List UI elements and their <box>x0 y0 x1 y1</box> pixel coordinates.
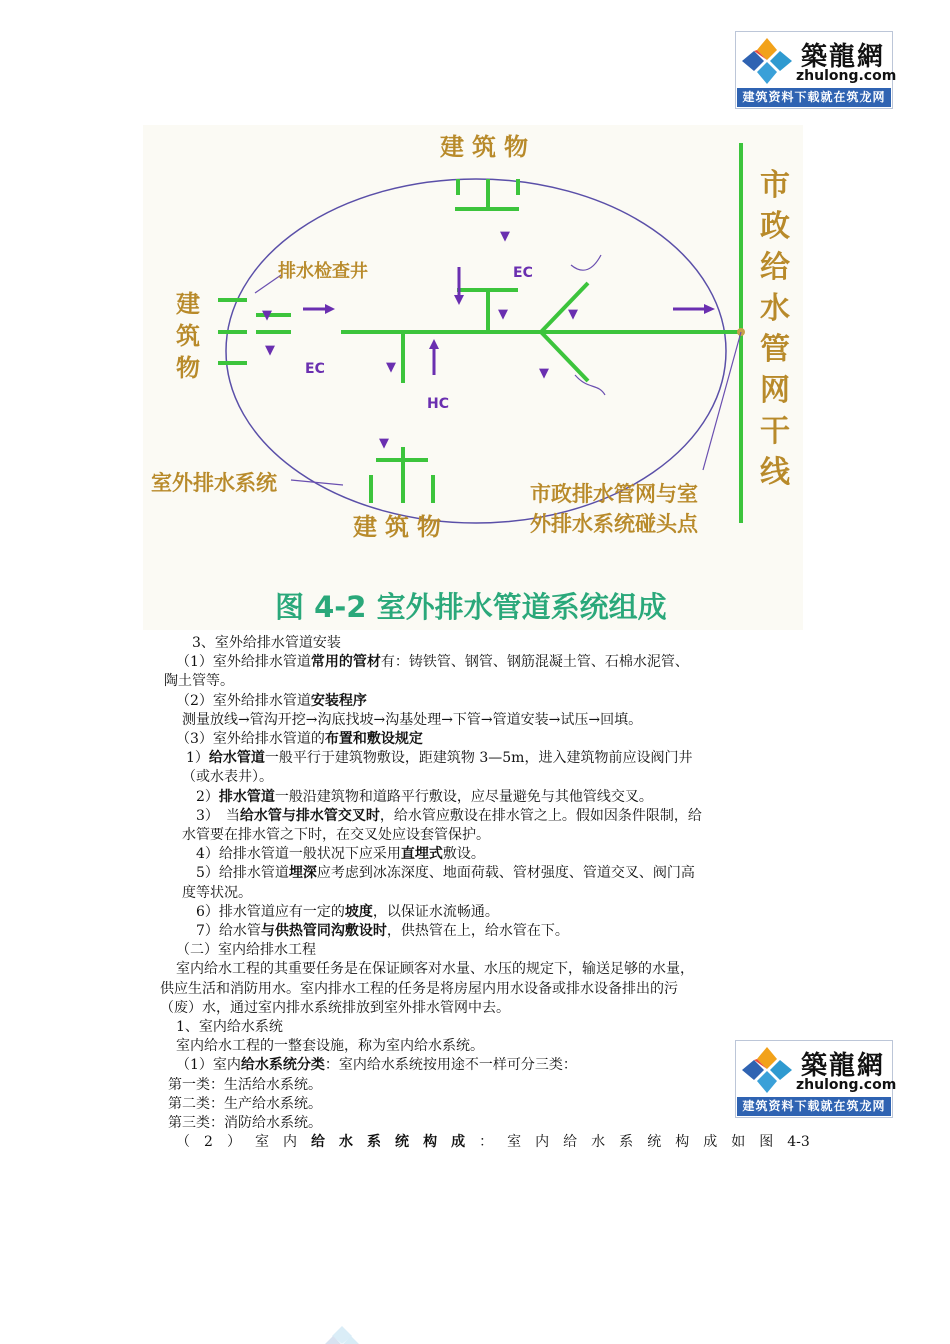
text-span: 有：铸铁管、钢管、钢筋混凝土管、石棉水泥管、 <box>380 654 689 671</box>
text-line: （二）室内给排水工程 <box>176 942 316 959</box>
paragraph-line <box>160 884 810 903</box>
vertical-label-char: 水 <box>760 291 790 326</box>
spread-char: （ <box>176 1134 190 1151</box>
zhulong-mark-icon <box>740 36 794 86</box>
text-span: 室内给水工程的其重要任务是在保证顾客对水量、水压的规定下，输送足够的水量， <box>176 961 694 978</box>
vertical-label-char: 干 <box>760 414 790 449</box>
bold-term: 埋深 <box>288 865 317 882</box>
label-municipal-vertical <box>760 168 791 490</box>
text-span: ，给水管应敷设在排水管之上。假如因条件限制，给 <box>379 807 702 824</box>
paragraph-line <box>160 1056 810 1075</box>
paragraph-line <box>160 826 810 845</box>
text-span: （1）室外给排水管道 <box>176 654 311 671</box>
paragraph-line <box>160 903 810 922</box>
paragraph-line <box>160 653 810 672</box>
drainage-diagram <box>143 125 803 630</box>
text-span: 第二类：生产给水系统。 <box>168 1095 322 1112</box>
text-span: 第一类：生活给水系统。 <box>168 1076 322 1093</box>
text-span: 度等状况。 <box>182 884 252 901</box>
label-junction-2: 外排水系统碰头点 <box>530 512 698 536</box>
logo-slogan: 建筑资料下载就在筑龙网 <box>737 1097 891 1116</box>
label-building-left <box>176 290 200 382</box>
text-span: 供应生活和消防用水。室内排水工程的任务是将房屋内用水设备或排水设备排出的污 <box>160 980 678 997</box>
list-item <box>160 1095 810 1114</box>
spread-char: 构 <box>423 1134 438 1151</box>
spread-char: 4-3 <box>787 1134 810 1151</box>
label-building-top: 建筑物 <box>440 133 536 161</box>
text-span: （3）室外给排水管道的 <box>176 731 325 748</box>
paragraph-line <box>160 864 810 883</box>
text-span: 水管要在排水管之下时，在交叉处应设套管保护。 <box>182 827 490 844</box>
text-span: 应考虑到冰冻深度、地面荷载、管材强度、管道交叉、阀门高 <box>316 865 695 882</box>
text-span: 第三类：消防给水系统。 <box>168 1115 322 1132</box>
logo-brand-en: zhulong.com <box>796 68 897 84</box>
text-span: 2） <box>196 788 219 805</box>
bold-term: 安装程序 <box>310 692 367 709</box>
text-span: （或水表井）。 <box>182 769 273 786</box>
spread-char: 给 <box>311 1134 325 1151</box>
vertical-label-char: 物 <box>176 354 200 382</box>
label-inspection-well: 排水检查井 <box>278 261 368 282</box>
text-span: （2）室外给排水管道 <box>176 692 311 709</box>
spread-char: 室 <box>507 1134 522 1151</box>
bold-term: 与供热管同沟敷设时 <box>260 923 387 940</box>
vertical-label-char: 给 <box>760 250 790 285</box>
list-item <box>160 1114 810 1133</box>
label-building-bottom: 建筑物 <box>353 513 449 541</box>
label-ec-1: EC <box>513 265 533 281</box>
justified-line <box>160 1133 810 1152</box>
spread-char: 系 <box>367 1134 382 1151</box>
zhulong-mark-icon <box>740 1045 794 1095</box>
text-span: 室内给水工程的一整套设施，称为室内给水系统。 <box>176 1038 484 1055</box>
paragraph-line <box>160 730 810 749</box>
paragraph-line <box>160 845 810 864</box>
text-line: 1、室内给水系统 <box>176 1019 283 1036</box>
text-span: ，供热管在上，给水管在下。 <box>386 923 569 940</box>
text-span: 敷设。 <box>442 846 485 863</box>
svg-text:▼: ▼ <box>386 360 396 375</box>
svg-text:▼: ▼ <box>539 366 549 381</box>
svg-text:▼: ▼ <box>500 229 510 244</box>
zhulong-logo-bottom <box>735 1040 897 1118</box>
text-span: 测量放线→管沟开挖→沟底找坡→沟基处理→下管→管道安装→试压→回填。 <box>182 711 643 728</box>
bold-term: 给水管与排水管交叉时 <box>239 807 380 824</box>
paragraph-line <box>160 692 810 711</box>
label-outdoor-system: 室外排水系统 <box>151 471 277 495</box>
spread-char: 统 <box>647 1134 662 1151</box>
bold-term: 布置和敷设规定 <box>324 731 423 748</box>
bold-term: 常用的管材 <box>310 654 381 671</box>
section-heading <box>160 634 810 653</box>
bold-term: 直埋式 <box>400 846 443 863</box>
text-span: 1） <box>186 750 209 767</box>
spread-char: 构 <box>675 1134 690 1151</box>
spread-char: 内 <box>282 1134 297 1151</box>
text-span: ：室内给水系统按用途不一样可分三类： <box>324 1057 577 1074</box>
vertical-label-char: 市 <box>760 168 790 203</box>
bold-term: 给水系统分类 <box>240 1057 325 1074</box>
paragraph-line <box>160 922 810 941</box>
spread-char: ） <box>226 1134 241 1151</box>
svg-text:▼: ▼ <box>262 308 272 323</box>
spread-char: ： <box>479 1134 494 1151</box>
paragraph-line <box>160 672 810 691</box>
spread-char: 系 <box>619 1134 634 1151</box>
spread-char: 水 <box>591 1134 606 1151</box>
spread-char: 如 <box>731 1134 746 1151</box>
flow-arrows <box>303 267 715 375</box>
text-span: （1）室内 <box>176 1057 241 1074</box>
label-ec-2: EC <box>305 361 325 377</box>
zhulong-logo-top <box>735 31 897 109</box>
vertical-label-char: 政 <box>760 209 790 244</box>
label-hc: HC <box>427 396 449 412</box>
bold-term: 给水管道 <box>208 750 265 767</box>
bold-term: 坡度 <box>344 903 373 920</box>
system-boundary-ellipse <box>226 179 726 523</box>
spread-char: 成 <box>451 1134 466 1151</box>
logo-slogan: 建筑资料下载就在筑龙网 <box>737 88 891 107</box>
svg-text:▼: ▼ <box>568 307 578 322</box>
spread-char: 水 <box>339 1134 354 1151</box>
text-span: 7）给水管 <box>196 923 261 940</box>
spread-char: 室 <box>254 1134 269 1151</box>
bold-term: 排水管道 <box>218 788 275 805</box>
text-span: 一般沿建筑物和道路平行敷设，应尽量避免与其他管线交叉。 <box>274 788 653 805</box>
spread-char: 内 <box>535 1134 550 1151</box>
document-body <box>160 634 810 1152</box>
spread-char: 统 <box>395 1134 410 1151</box>
paragraph-line <box>160 749 810 768</box>
paragraph-line <box>160 1037 810 1056</box>
text-span: ，以保证水流畅通。 <box>372 903 499 920</box>
vertical-label-char: 网 <box>760 373 790 408</box>
list-item <box>160 1076 810 1095</box>
label-junction-1: 市政排水管网与室 <box>530 482 698 506</box>
text-span: 6）排水管道应有一定的 <box>196 903 345 920</box>
svg-text:▼: ▼ <box>379 436 389 451</box>
watermark-icon <box>305 1326 380 1344</box>
svg-text:▼: ▼ <box>265 343 275 358</box>
vertical-label-char: 建 <box>176 290 200 318</box>
text-span: 4）给排水管道一般状况下应采用 <box>196 846 401 863</box>
section-heading <box>160 1018 810 1037</box>
paragraph-line <box>160 768 810 787</box>
text-span: 一般平行于建筑物敷设，距建筑物 3—5m，进入建筑物前应设阀门井 <box>264 750 693 767</box>
logo-brand-en: zhulong.com <box>796 1077 897 1093</box>
spread-char: 成 <box>703 1134 718 1151</box>
paragraph-line <box>160 980 810 999</box>
drainage-system-figure <box>143 125 803 630</box>
text-span: 5）给排水管道 <box>196 865 289 882</box>
paragraph-line <box>160 960 810 979</box>
section-heading <box>160 941 810 960</box>
logo-brand-cn: 築龍網 <box>800 42 885 72</box>
text-span: 3） 当 <box>196 807 240 824</box>
text-span: （废）水，通过室内排水系统排放到室外排水管网中去。 <box>160 999 510 1016</box>
spread-char: 给 <box>563 1134 578 1151</box>
paragraph-line <box>160 711 810 730</box>
paragraph-line <box>160 807 810 826</box>
spread-char: 图 <box>759 1134 774 1151</box>
figure-caption: 图 4-2 室外排水管道系统组成 <box>275 590 667 624</box>
text-span: 陶土管等。 <box>164 673 234 690</box>
vertical-label-char: 筑 <box>176 322 200 350</box>
svg-text:▼: ▼ <box>498 307 508 322</box>
paragraph-line <box>160 788 810 807</box>
paragraph-line <box>160 999 810 1018</box>
spread-char: 2 <box>204 1134 213 1151</box>
text-line: 3、室外给排水管道安装 <box>192 635 341 651</box>
vertical-label-char: 线 <box>760 455 790 490</box>
vertical-label-char: 管 <box>760 332 790 367</box>
logo-brand-cn: 築龍網 <box>800 1051 885 1081</box>
